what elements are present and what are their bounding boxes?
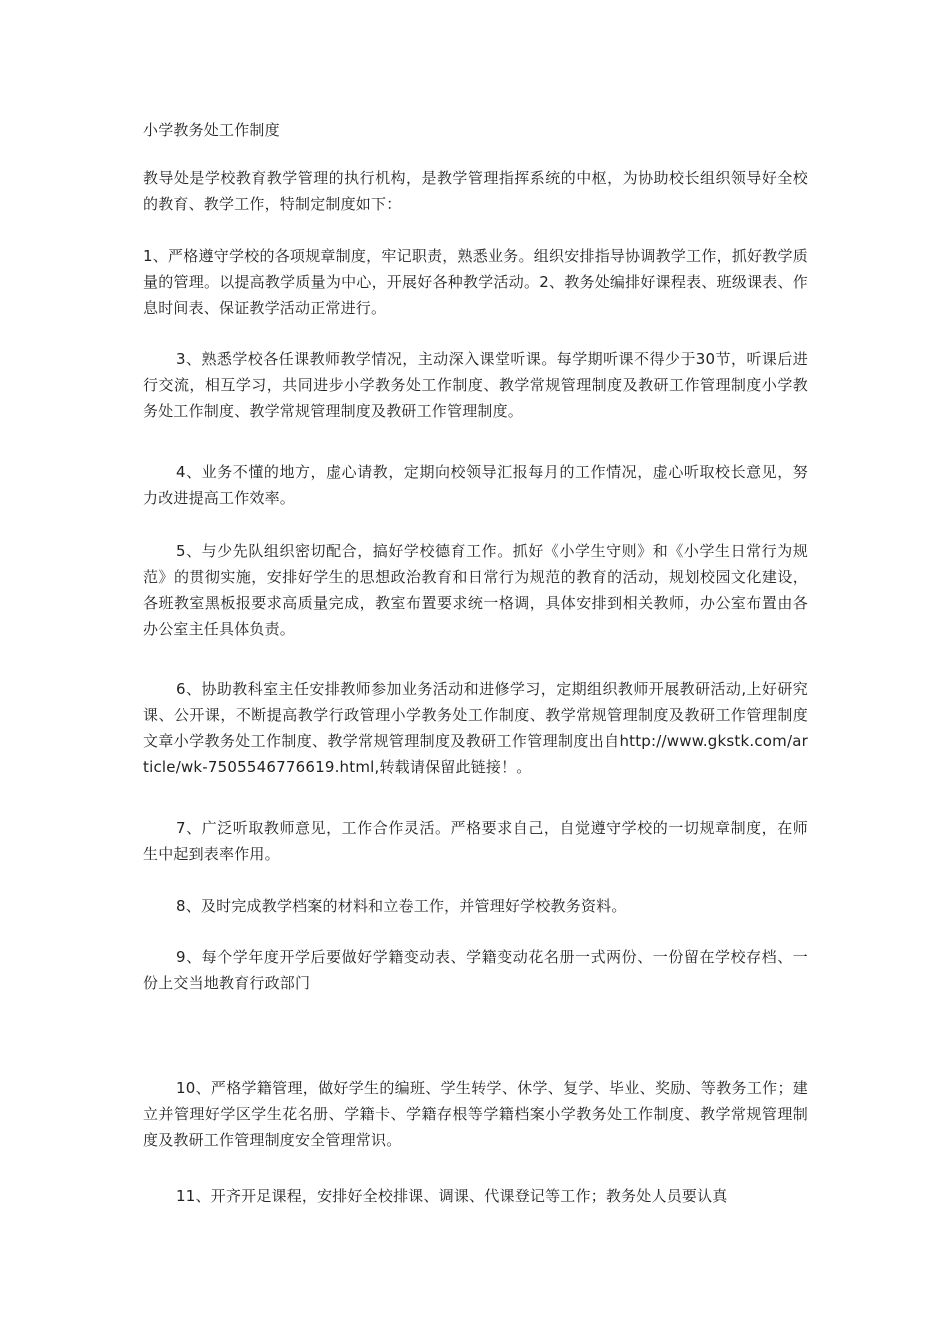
paragraph-9: 9、每个学年度开学后要做好学籍变动表、学籍变动花名册一式两份、一份留在学校存档、一份上交当地教育行政部门: [143, 948, 808, 992]
intro-paragraph: 教导处是学校教育教学管理的执行机构，是教学管理指挥系统的中枢，为协助校长组织领导好全校的教育、教学工作，特制定制度如下：: [143, 169, 808, 213]
paragraph-7: 7、广泛听取教师意见，工作合作灵活。严格要求自己，自觉遵守学校的一切规章制度，在师生中起到表率作用。: [143, 819, 808, 863]
paragraph-1: 1、严格遵守学校的各项规章制度，牢记职责，熟悉业务。组织安排指导协调教学工作，抓好教学质量的管理。以提高教学质量为中心，开展好各种教学活动。2、教务处编排好课程表、班级课表、作息时间表、保证教学活动正常进行。: [143, 247, 808, 317]
paragraph-10: 10、严格学籍管理，做好学生的编班、学生转学、休学、复学、毕业、奖励、等教务工作；建立并管理好学区学生花名册、学籍卡、学籍存根等学籍档案小学教务处工作制度、教学常规管理制度及教研工作管理制度安全管理常识。: [143, 1079, 808, 1149]
document-title: 小学教务处工作制度: [143, 121, 280, 139]
paragraph-6: 6、协助教科室主任安排教师参加业务活动和进修学习，定期组织教师开展教研活动,上好研究课、公开课，不断提高教学行政管理小学教务处工作制度、教学常规管理制度及教研工作管理制度文章小学教务处工作制度、教学常规管理制度及教研工作管理制度出自http://www.gkstk.com/article/wk-7505546776619.html,转载请保留此链接！。: [143, 680, 808, 776]
paragraph-8: 8、及时完成教学档案的材料和立卷工作，并管理好学校教务资料。: [176, 897, 627, 915]
paragraph-3: 3、熟悉学校各任课教师教学情况，主动深入课堂听课。每学期听课不得少于30节，听课后进行交流，相互学习，共同进步小学教务处工作制度、教学常规管理制度及教研工作管理制度小学教务处工作制度、教学常规管理制度及教研工作管理制度。: [143, 350, 808, 420]
paragraph-5: 5、与少先队组织密切配合，搞好学校德育工作。抓好《小学生守则》和《小学生日常行为规范》的贯彻实施，安排好学生的思想政治教育和日常行为规范的教育的活动，规划校园文化建设，各班教室黑板报要求高质量完成，教室布置要求统一格调，具体安排到相关教师，办公室布置由各办公室主任具体负责。: [143, 542, 808, 638]
paragraph-11: 11、开齐开足课程，安排好全校排课、调课、代课登记等工作；教务处人员要认真: [176, 1187, 728, 1205]
paragraph-4: 4、业务不懂的地方，虚心请教，定期向校领导汇报每月的工作情况，虚心听取校长意见，努力改进提高工作效率。: [143, 463, 808, 507]
